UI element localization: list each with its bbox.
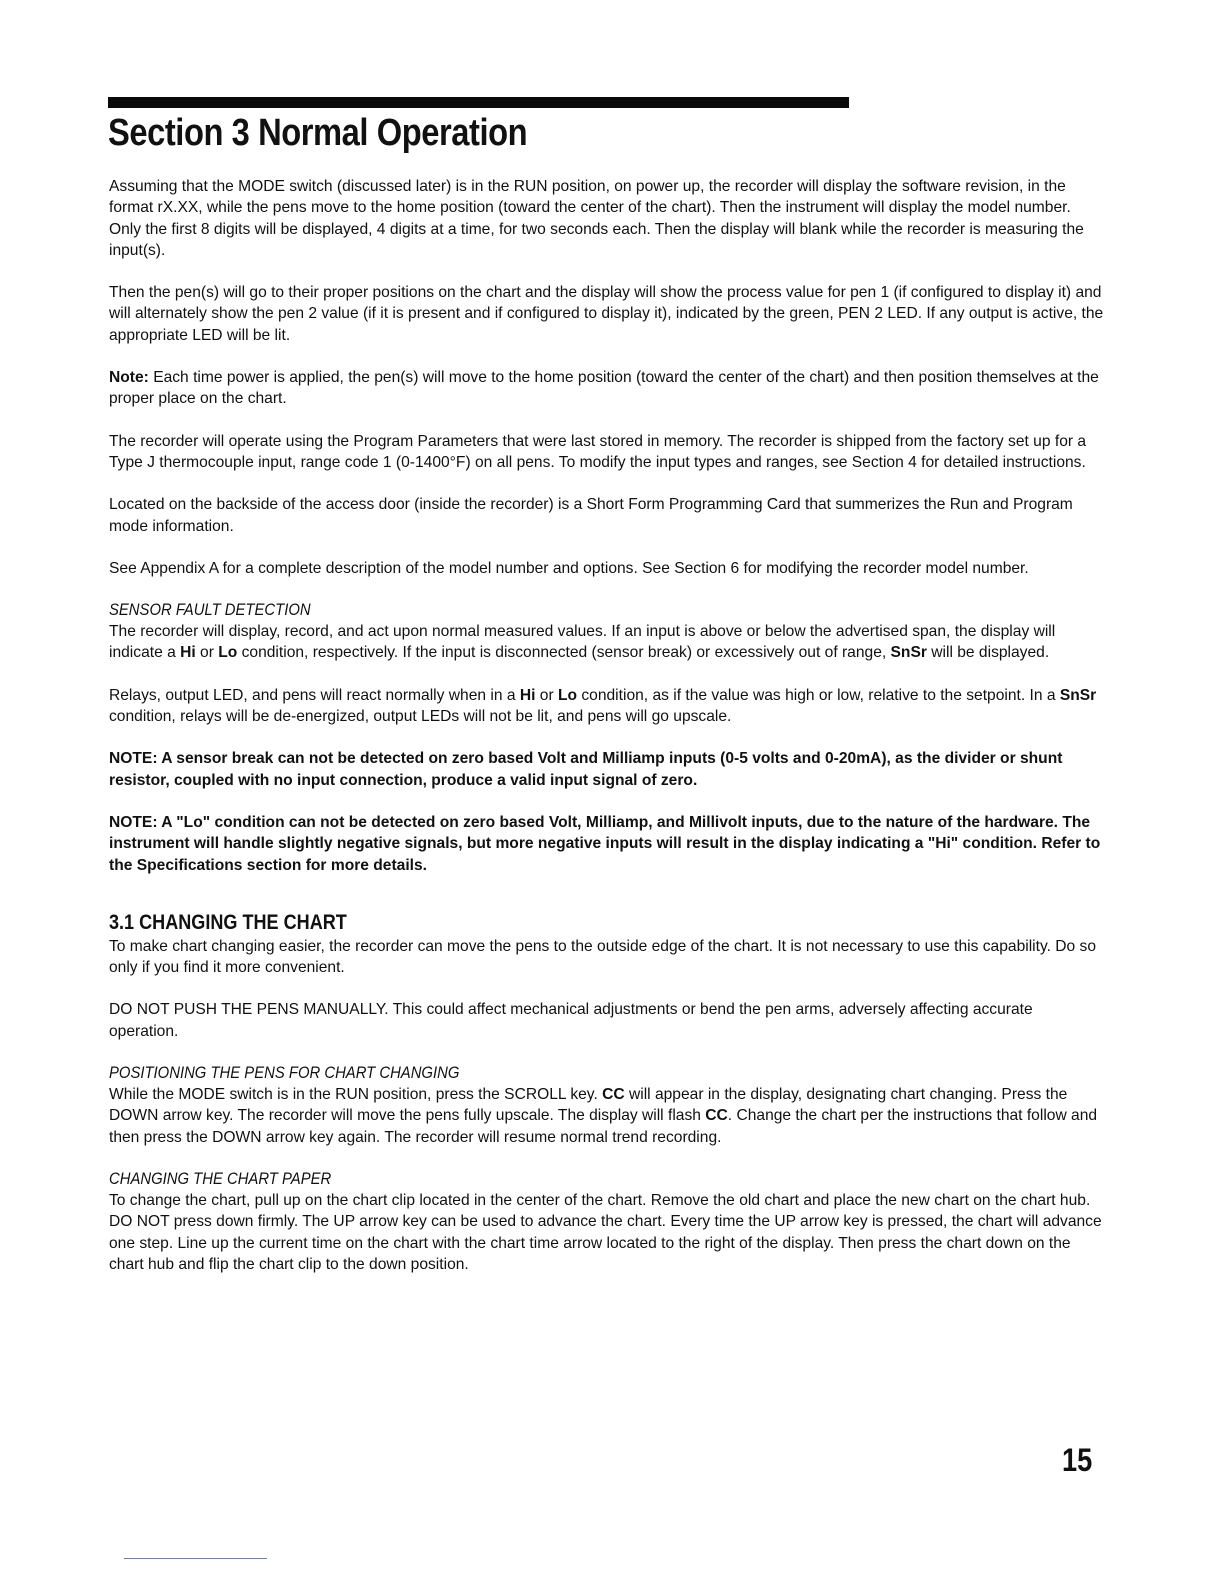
paragraph-relays: Relays, output LED, and pens will react normally when in a Hi or Lo condition, as if the value was high or low, relative to the setpoint. In a SnSr condition, relays will be de-energized, output LEDs will not be lit, and pens will go upscale. xyxy=(109,686,1097,726)
header-rule xyxy=(108,97,849,108)
paragraph-program-parameters: The recorder will operate using the Program Parameters that were last stored in memory. The recorder is shipped from the factory set up for a Type J thermocouple input, range code 1 (0-1400°F) on all pens. To modify the input types and ranges, see Section 4 for detailed instructions. xyxy=(109,432,1087,471)
paragraph-chart-changing: To make chart changing easier, the recorder can move the pens to the outside edge of the chart. It is not necessary to use this capability. Do so only if you find it more convenient. xyxy=(109,937,1097,977)
paragraph-chart-paper: To change the chart, pull up on the chart clip located in the center of the chart. Remove the old chart and place the new chart on the chart hub. DO NOT press down firmly. The UP arrow key can be used to advance the chart. Every time the UP arrow key is pressed, the chart will advance one step. Line up the current time on the chart with the chart time arrow located to the right of the display. Then press the chart down on the chart hub and flip the chart clip to the down position. xyxy=(109,1191,1102,1273)
page-content xyxy=(109,176,1104,1296)
subheading-positioning-pens: POSITIONING THE PENS FOR CHART CHANGING xyxy=(109,1064,460,1083)
note-sensor-break: NOTE: A sensor break can not be detected on zero based Volt and Milliamp inputs (0-5 volts and 0-20mA), as the divider or shunt resistor, coupled with no input connection, produce a valid input signal of zero. xyxy=(109,750,1063,789)
paragraph-power-up: Assuming that the MODE switch (discussed later) is in the RUN position, on power up, the recorder will display the software revision, in the format rX.XX, while the pens move to the home position (toward the center of the chart). Then the instrument will display the model number. Only the first 8 digits will be displayed, 4 digits at a time, for two seconds each. Then the display will blank while the recorder is measuring the input(s). xyxy=(109,178,1084,259)
page-number: 15 xyxy=(1062,1442,1093,1478)
paragraph-appendix: See Appendix A for a complete description of the model number and options. See Section 6 for modifying the recorder model number. xyxy=(109,559,1029,577)
note-label: Note: xyxy=(109,369,149,387)
note-lo-condition: NOTE: A "Lo" condition can not be detected on zero based Volt, Milliamp, and Millivolt inputs, due to the nature of the hardware. The instrument will handle slightly negative signals, but more negative inputs will result in the display indicating a "Hi" condition. Refer to the Specifications section for more details. xyxy=(109,813,1101,874)
paragraph-short-form-card: Located on the backside of the access door (inside the recorder) is a Short Form Programming Card that summerizes the Run and Program mode information. xyxy=(109,496,1073,535)
page-title: Section 3 Normal Operation xyxy=(108,112,528,154)
note-text: Each time power is applied, the pen(s) will move to the home position (toward the center of the chart) and then position themselves at the proper place on the chart. xyxy=(109,369,1099,408)
paragraph-do-not-push: DO NOT PUSH THE PENS MANUALLY. This could affect mechanical adjustments or bend the pen arms, adversely affecting accurate operation. xyxy=(109,1001,1033,1040)
paragraph-note-home xyxy=(109,367,1104,410)
paragraph-pen-positions: Then the pen(s) will go to their proper positions on the chart and the display will show the process value for pen 1 (if configured to display it) and will alternately show the pen 2 value (if it is present and if configured to display it), indicated by the green, PEN 2 LED. If any output is active, the appropriate LED will be lit. xyxy=(109,284,1104,344)
section-heading-changing-chart: 3.1 CHANGING THE CHART xyxy=(109,910,347,934)
paragraph-sensor-fault: The recorder will display, record, and act upon normal measured values. If an input is above or below the advertised span, the display will indicate a Hi or Lo condition, respectively. If the input is disconnected (sensor break) or excessively out of range, SnSr will be displayed. xyxy=(109,623,1056,662)
subheading-chart-paper: CHANGING THE CHART PAPER xyxy=(109,1169,332,1188)
paragraph-positioning-pens: While the MODE switch is in the RUN position, press the SCROLL key. CC will appear in the display, designating chart changing. Press the DOWN arrow key. The recorder will move the pens fully upscale. The display will flash CC. Change the chart per the instructions that follow and then press the DOWN arrow key again. The recorder will resume normal trend recording. xyxy=(109,1086,1098,1146)
subheading-sensor-fault: SENSOR FAULT DETECTION xyxy=(109,601,311,620)
footer-line xyxy=(124,1558,267,1559)
